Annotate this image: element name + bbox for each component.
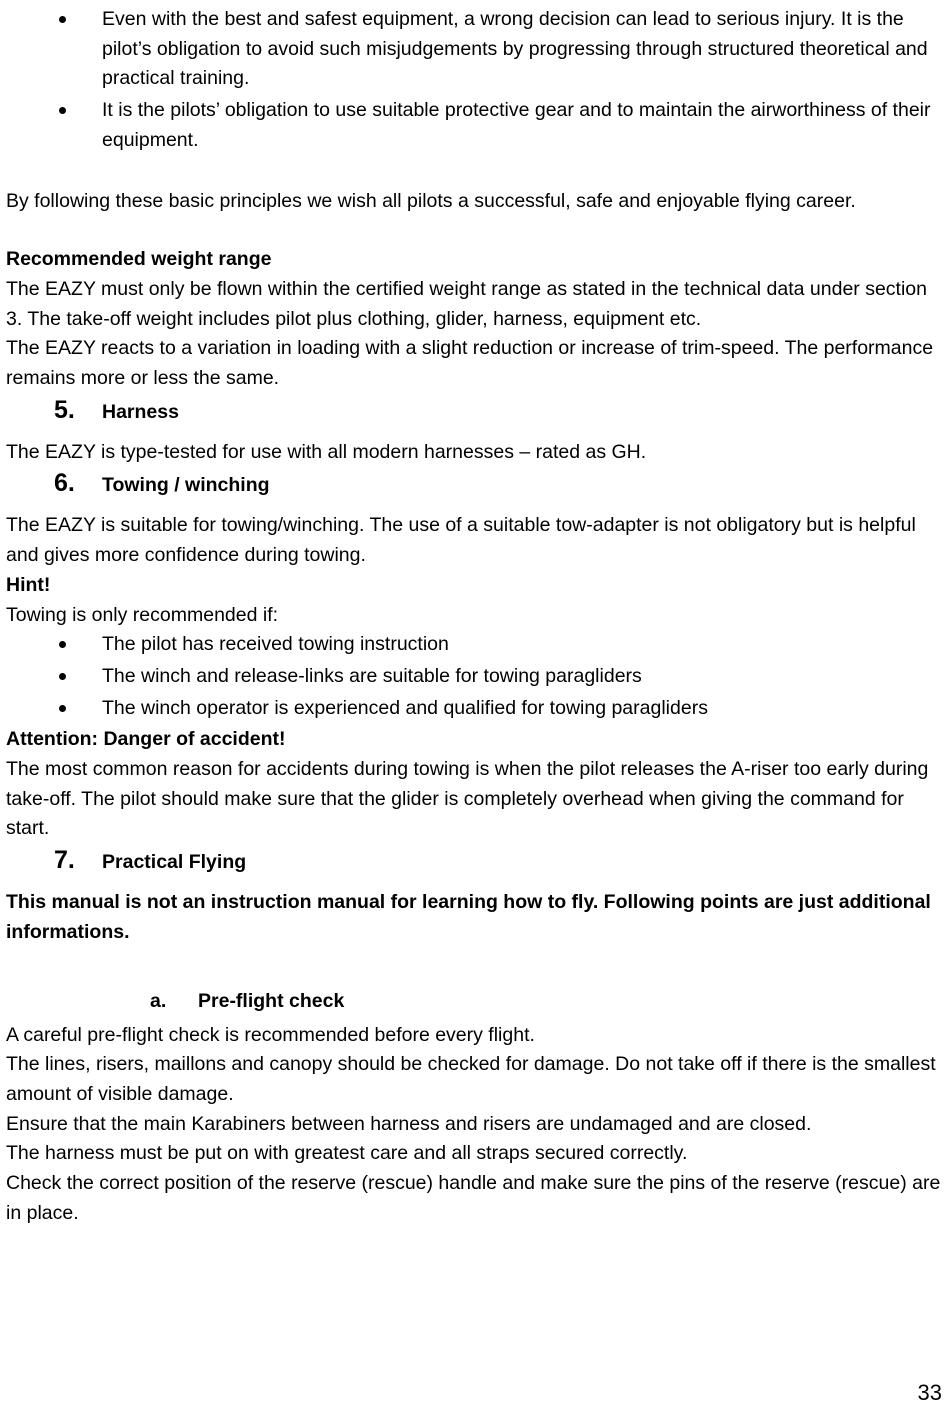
- subsection-letter: a.: [150, 989, 167, 1012]
- list-item: [6, 630, 942, 660]
- section-heading-harness: [6, 396, 942, 434]
- harness-paragraph: The EAZY is type-tested for use with all modern harnesses – rated as GH.: [6, 440, 647, 463]
- attention-label: Attention: Danger of accident!: [6, 728, 286, 751]
- subsection-heading-preflight: [6, 987, 942, 1017]
- bullet-icon: [59, 641, 66, 648]
- bullet-icon: [59, 673, 66, 680]
- section-heading-towing: [6, 469, 942, 507]
- preflight-line: The harness must be put on with greatest care and all straps secured correctly.: [6, 1142, 688, 1165]
- preflight-line: Ensure that the main Karabiners between harness and risers are undamaged and are closed.: [6, 1112, 812, 1135]
- list-item: [6, 662, 942, 692]
- weight-range-heading: Recommended weight range: [6, 248, 272, 271]
- weight-range-paragraph: The EAZY must only be flown within the certified weight range as stated in the technical data under section 3. The take-off weight includes pilot plus clothing, glider, harness, equipment etc.: [6, 277, 927, 330]
- manual-note: This manual is not an instruction manual for learning how to fly. Following points are just additional informations.: [6, 891, 931, 943]
- section-title: Practical Flying: [102, 851, 247, 874]
- section-title: Harness: [102, 400, 179, 423]
- section-title: Towing / winching: [102, 474, 270, 497]
- bullet-icon: [59, 16, 66, 23]
- manual-page: [6, 5, 942, 1229]
- trim-speed-paragraph: The EAZY reacts to a variation in loading with a slight reduction or increase of trim-speed. The performance remains more or less the same.: [6, 337, 934, 390]
- preflight-line: A careful pre-flight check is recommended before every flight.: [6, 1023, 535, 1046]
- bullet-text: The winch operator is experienced and qualified for towing paragliders: [102, 696, 708, 719]
- towing-paragraph: The EAZY is suitable for towing/winching. The use of a suitable tow-adapter is not obligatory but is helpful and gives more confidence during towing.: [6, 514, 916, 567]
- bullet-icon: [59, 107, 66, 114]
- page-number: 33: [917, 1380, 942, 1405]
- hint-label: Hint!: [6, 573, 51, 596]
- section-heading-practical-flying: [6, 846, 942, 884]
- hint-intro: Towing is only recommended if:: [6, 603, 279, 626]
- preflight-line: Check the correct position of the reserve (rescue) handle and make sure the pins of the reserve (rescue) are in place.: [6, 1172, 941, 1224]
- bullet-icon: [59, 705, 66, 712]
- section-number: 5.: [54, 395, 75, 424]
- section-number: 7.: [54, 846, 75, 875]
- bullet-text: It is the pilots’ obligation to use suitable protective gear and to maintain the airworthiness of their equipment.: [102, 99, 931, 151]
- subsection-title: Pre-flight check: [198, 989, 345, 1012]
- bullet-text: The winch and release-links are suitable for towing paragliders: [102, 664, 642, 687]
- intro-bullet-list: [6, 5, 942, 156]
- list-item: [6, 96, 942, 155]
- bullet-text: Even with the best and safest equipment, a wrong decision can lead to serious injury. It is the pilot’s obligation to avoid such misjudgements by progressing through structured theoretical and practical training.: [102, 8, 928, 90]
- attention-paragraph: The most common reason for accidents during towing is when the pilot releases the A-riser too early during take-off. The pilot should make sure that the glider is completely overhead when giving the command for start.: [6, 758, 929, 840]
- bullet-text: The pilot has received towing instruction: [102, 633, 449, 656]
- towing-bullet-list: [6, 630, 942, 723]
- list-item: [6, 694, 942, 724]
- preflight-line: The lines, risers, maillons and canopy should be checked for damage. Do not take off if there is the smallest amount of visible damage.: [6, 1053, 936, 1105]
- section-number: 6.: [54, 469, 75, 498]
- list-item: [6, 5, 942, 94]
- principles-paragraph: By following these basic principles we wish all pilots a successful, safe and enjoyable flying career.: [6, 189, 856, 212]
